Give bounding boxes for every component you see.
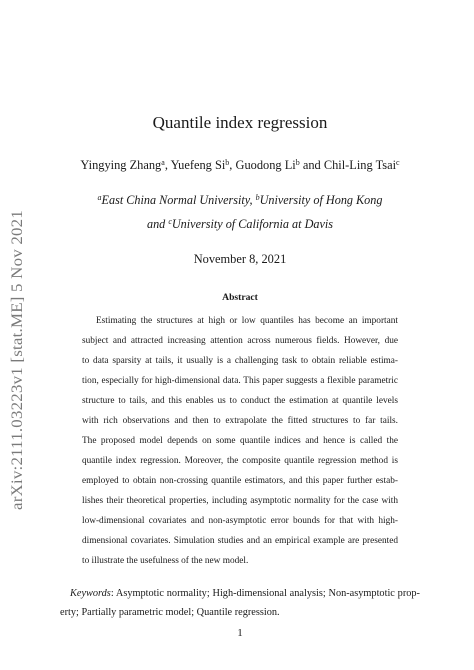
affiliation-name: East China Normal University, (101, 193, 256, 207)
arxiv-stamp-text: arXiv:2111.03223v1 [stat.ME] 5 Nov 2021 (9, 234, 26, 510)
paper-title: Quantile index regression (152, 113, 328, 132)
affiliation-mark: b (225, 158, 230, 167)
keywords-text: : Asymptotic normality; High-dimensional analysis; Non-asymptotic prop- (110, 588, 420, 599)
paper-page (60, 0, 420, 670)
affiliation-name: University of Hong Kong (259, 193, 383, 207)
abstract-line: to data sparsity at tails, it usually is a challenging task to obtain reliable estima- (82, 356, 398, 366)
author-list (60, 158, 420, 173)
author-separator: , (164, 158, 171, 172)
affiliation-line-1 (60, 193, 420, 208)
abstract-line: subject and attracted increasing attention across numerous fields. However, due (82, 336, 398, 346)
page-number: 1 (237, 627, 243, 639)
author-name: Yuefeng Si (170, 158, 226, 172)
keywords-line-1 (70, 588, 420, 599)
paper-date: November 8, 2021 (193, 252, 287, 266)
abstract-line: with rich observations and then to extrapolate the fitted structures to far tails. (82, 416, 398, 426)
affiliation-mark: a (161, 158, 165, 167)
abstract-line: employed to obtain non-crossing quantile estimators, and this paper further estab- (82, 476, 398, 486)
author-separator: and (299, 158, 324, 172)
affiliation-mark: c (168, 217, 172, 226)
abstract-line: dimensional covariates. Simulation studies and an empirical example are presented (82, 536, 398, 546)
keywords-line-2: erty; Partially parametric model; Quantile regression. (60, 607, 280, 618)
affiliation-mark: c (396, 158, 400, 167)
affiliation-line-2 (60, 217, 420, 232)
author-name: Guodong Li (235, 158, 296, 172)
affiliation-mark: a (97, 193, 102, 202)
affiliation-mark: b (255, 193, 260, 202)
author-name: Chil-Ling Tsai (323, 158, 397, 172)
abstract-line: The proposed model depends on some quantile indices and hence is called the (82, 436, 398, 446)
abstract-line: tion, especially for high-dimensional data. This paper suggests a flexible parametric (82, 376, 398, 386)
keywords-label: Keywords (70, 588, 111, 599)
affiliation-prefix: and (146, 217, 169, 231)
author-name: Yingying Zhang (80, 158, 162, 172)
abstract-line: lishes their theoretical properties, including asymptotic normality for the case with (82, 496, 398, 506)
affiliation-name: University of California at Davis (171, 217, 334, 231)
abstract-line: Estimating the structures at high or low quantiles has become an important (96, 316, 398, 326)
author-separator: , (229, 158, 236, 172)
abstract-line: structure to tails, and this enables us to conduct the estimation at quantile levels (82, 396, 398, 406)
affiliation-mark: b (295, 158, 300, 167)
abstract-line: to illustrate the usefulness of the new model. (82, 556, 249, 566)
abstract-line: low-dimensional covariates and non-asymptotic error bounds for that with high- (82, 516, 398, 526)
abstract-heading: Abstract (222, 292, 258, 303)
abstract-line: quantile index regression. Moreover, the composite quantile regression method is (82, 456, 398, 466)
arxiv-stamp (6, 205, 28, 515)
